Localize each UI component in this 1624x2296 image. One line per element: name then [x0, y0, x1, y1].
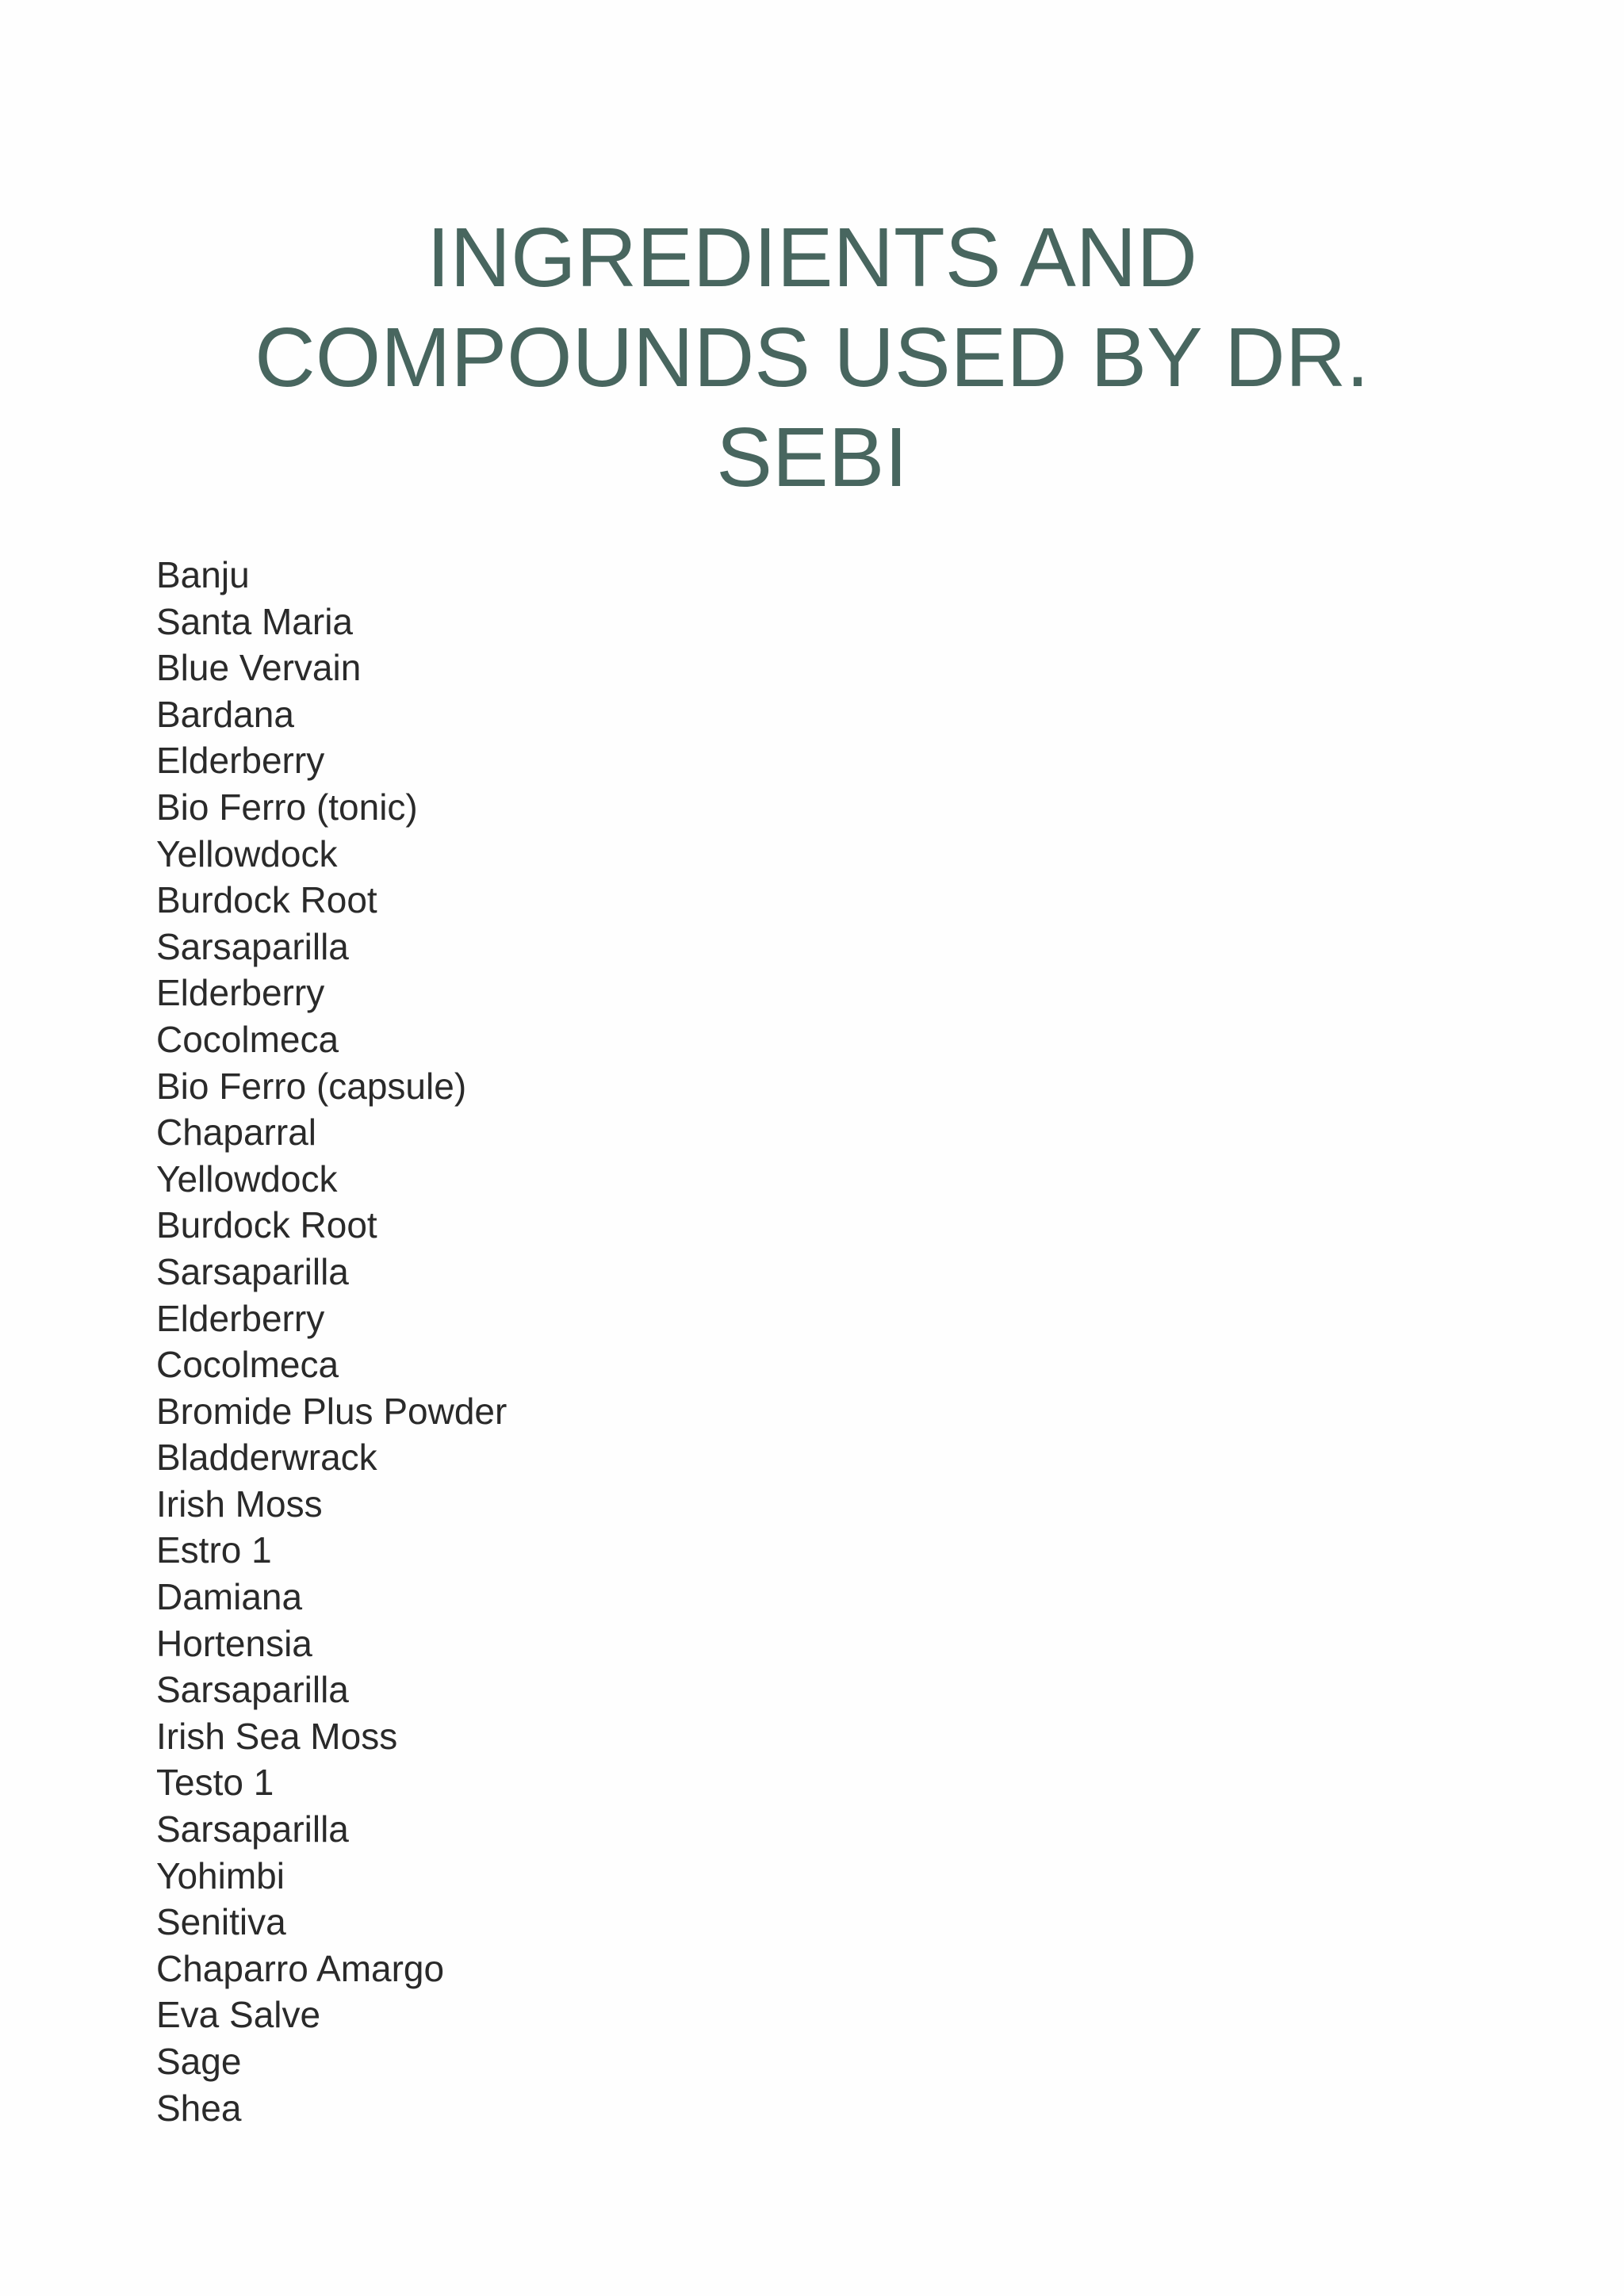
list-item: Sage [156, 2041, 242, 2082]
list-item: Testo 1 [156, 1762, 274, 1804]
list-item: Damiana [156, 1576, 303, 1618]
list-item: Bio Ferro (capsule) [156, 1065, 467, 1107]
list-item: Estro 1 [156, 1529, 272, 1571]
list-item: Bio Ferro (tonic) [156, 786, 418, 828]
page-title [206, 208, 1418, 507]
page-title-line-3: SEBI [716, 411, 908, 504]
list-item: Irish Sea Moss [156, 1715, 398, 1757]
list-item: Sarsaparilla [156, 1250, 349, 1292]
list-item: Banju [156, 554, 250, 595]
list-item: Cocolmeca [156, 1344, 339, 1386]
list-item: Santa Maria [156, 600, 354, 642]
list-item: Yohimbi [156, 1854, 285, 1896]
list-item: Sarsaparilla [156, 1669, 349, 1711]
list-item: Burdock Root [156, 1204, 377, 1246]
page-title-line-1: INGREDIENTS AND [427, 211, 1197, 304]
list-item: Elderberry [156, 972, 325, 1014]
list-item: Chaparro Amargo [156, 1947, 445, 1989]
list-item: Bardana [156, 693, 294, 735]
list-item: Hortensia [156, 1622, 312, 1664]
list-item: Burdock Root [156, 879, 377, 921]
list-item: Irish Moss [156, 1483, 323, 1525]
ingredient-list [156, 552, 507, 2131]
list-item: Sarsaparilla [156, 925, 349, 967]
list-item: Bladderwrack [156, 1437, 377, 1479]
list-item: Blue Vervain [156, 647, 362, 689]
list-item: Shea [156, 2087, 242, 2129]
list-item: Elderberry [156, 740, 325, 782]
list-item: Senitiva [156, 1901, 286, 1943]
list-item: Chaparral [156, 1112, 316, 1154]
list-item: Bromide Plus Powder [156, 1390, 508, 1432]
list-item: Elderberry [156, 1297, 325, 1339]
list-item: Sarsaparilla [156, 1808, 349, 1850]
page-title-line-2: COMPOUNDS USED BY DR. [255, 311, 1369, 404]
list-item: Yellowdock [156, 832, 338, 874]
list-item: Eva Salve [156, 1994, 321, 2036]
list-item: Cocolmeca [156, 1018, 339, 1060]
list-item: Yellowdock [156, 1158, 338, 1200]
